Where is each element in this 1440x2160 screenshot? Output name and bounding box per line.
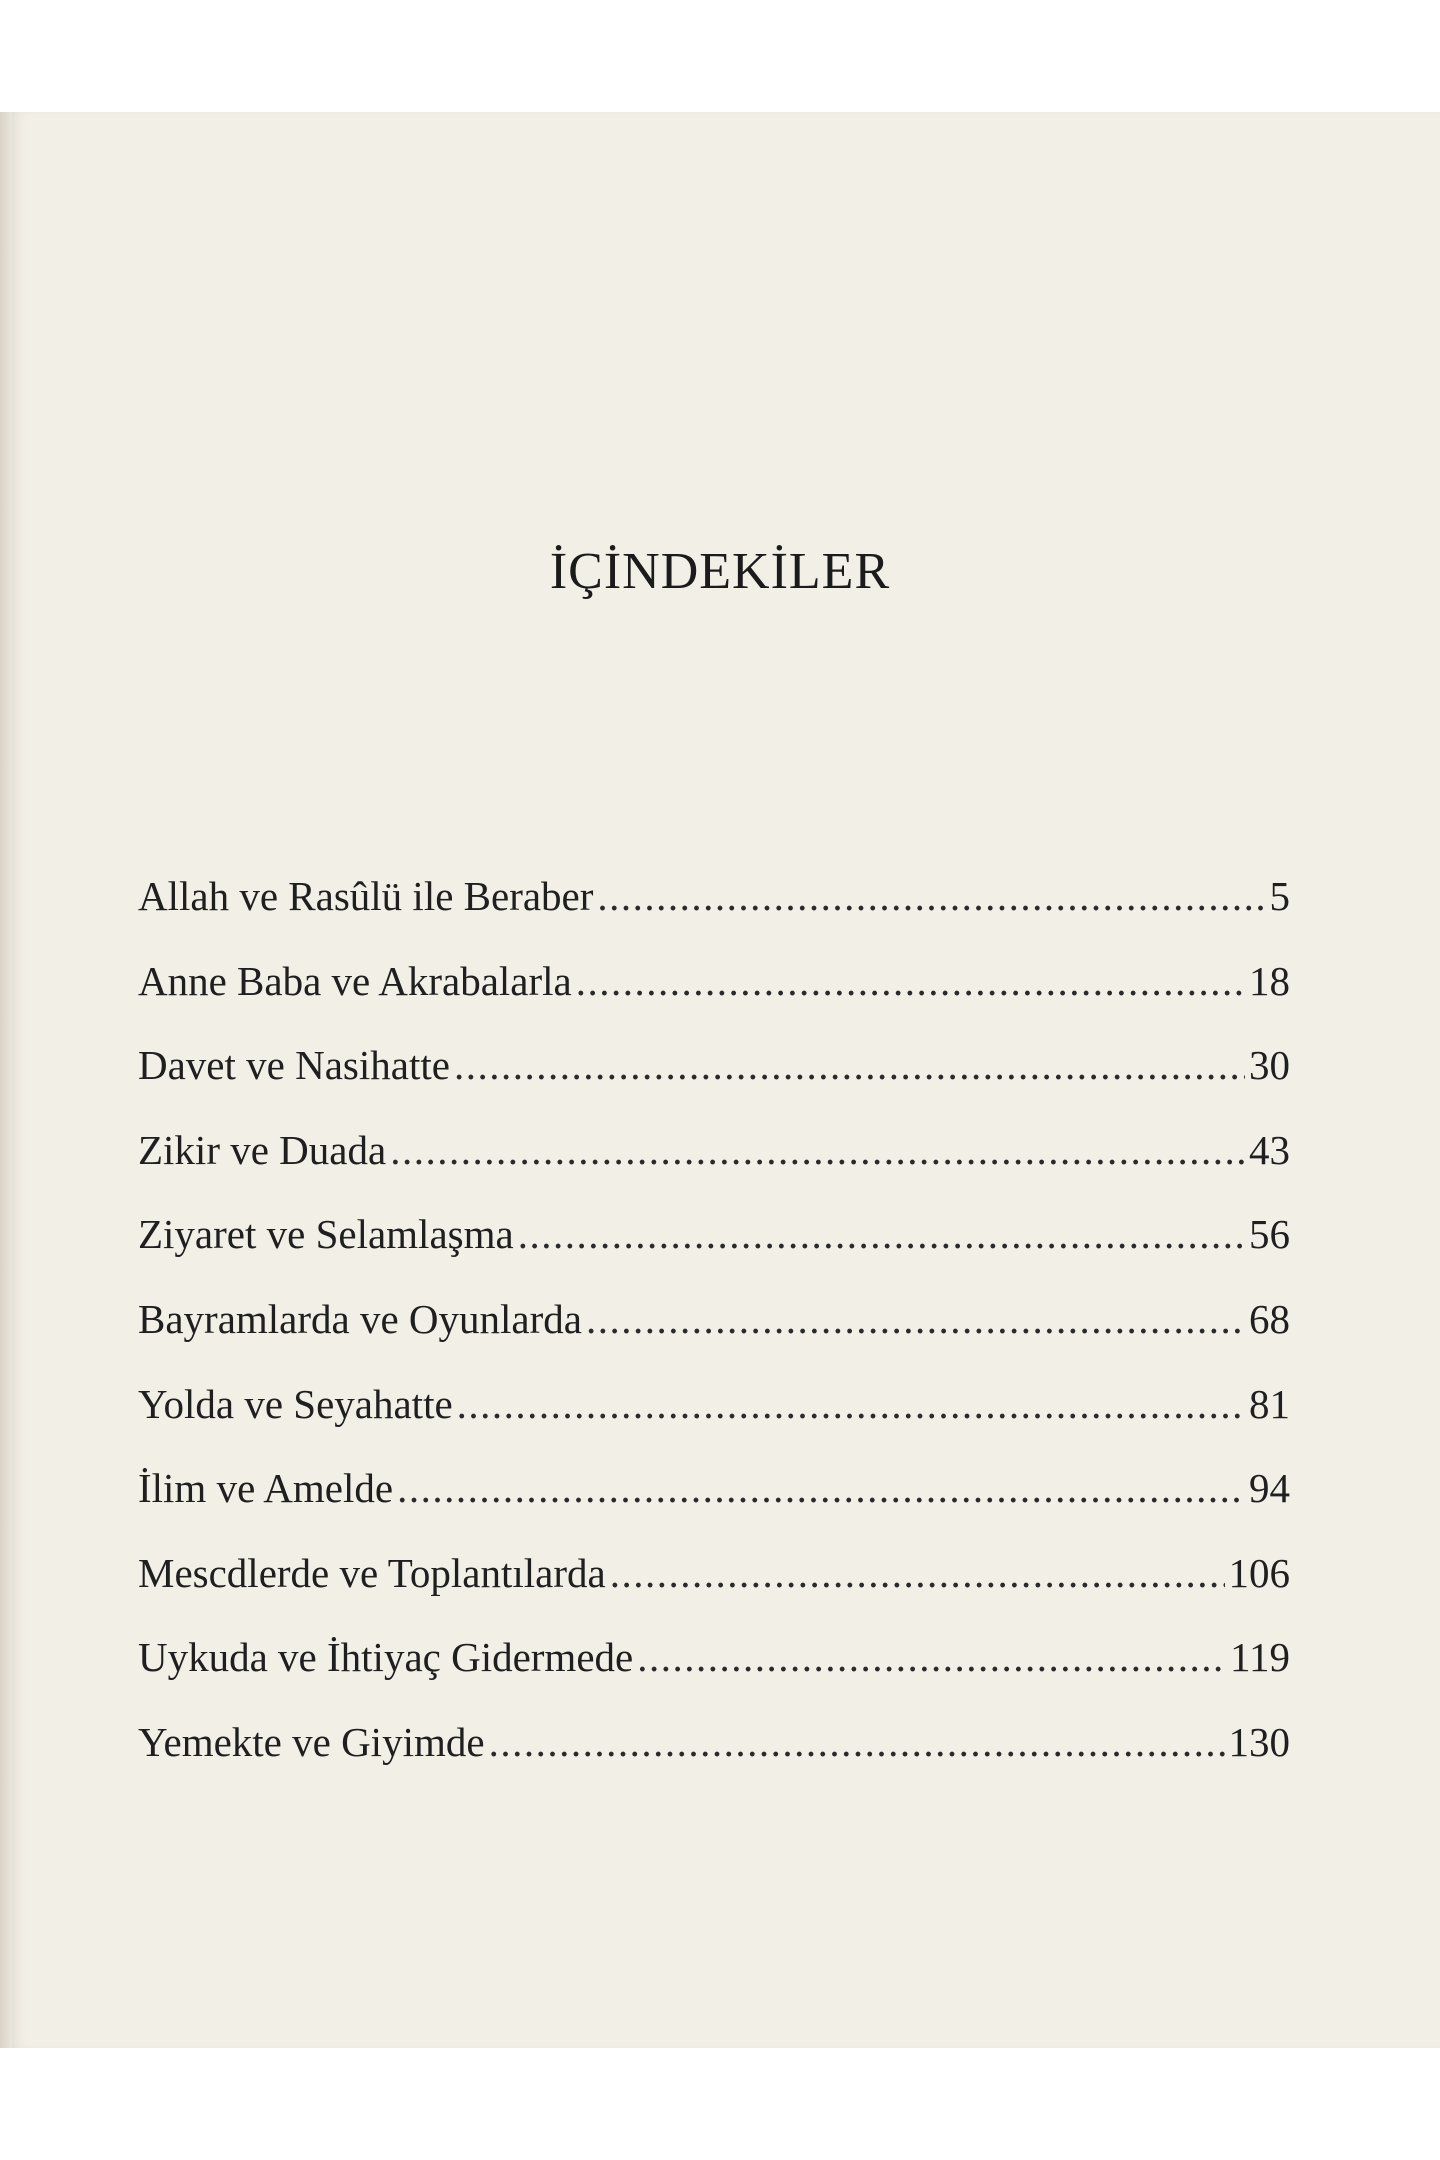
toc-entry-label: Davet ve Nasihatte [138, 1042, 450, 1089]
toc-entry [138, 1126, 1290, 1211]
toc-dot-leader [597, 872, 1265, 920]
book-page [0, 112, 1440, 2048]
toc-entry-label: Allah ve Rasûlü ile Beraber [138, 873, 594, 919]
toc-dot-leader [586, 1295, 1245, 1343]
toc-entry-page: 106 [1228, 1549, 1290, 1596]
toc-entry [138, 1041, 1290, 1126]
toc-entry-label: Yolda ve Seyahatte [138, 1380, 453, 1427]
toc-dot-leader [489, 1718, 1225, 1766]
toc-dot-leader [457, 1380, 1245, 1428]
toc-entry-label: Zikir ve Duada [138, 1126, 387, 1173]
toc-entry-page: 81 [1249, 1380, 1290, 1427]
toc-entry-page: 130 [1228, 1718, 1290, 1765]
toc-entry-page: 5 [1269, 873, 1290, 919]
toc-dot-leader [576, 957, 1245, 1005]
toc-entry-page: 43 [1249, 1126, 1290, 1173]
toc-entry-label: Yemekte ve Giyimde [138, 1718, 485, 1765]
toc-entry-label: Anne Baba ve Akrabalarla [138, 957, 572, 1004]
toc-entry-label: Uykuda ve İhtiyaç Gidermede [138, 1634, 634, 1681]
toc-title: İÇİNDEKİLER [549, 543, 891, 600]
toc-entry [138, 1464, 1290, 1549]
toc-entry-page: 30 [1249, 1042, 1290, 1089]
toc-entry [138, 1549, 1290, 1634]
toc-entry [138, 872, 1290, 957]
toc-dot-leader [397, 1464, 1245, 1512]
toc-entry-label: İlim ve Amelde [138, 1465, 394, 1512]
toc-entry-page: 119 [1230, 1634, 1290, 1681]
toc-entry [138, 1718, 1290, 1803]
toc-entry-page: 56 [1249, 1211, 1290, 1258]
toc-dot-leader [610, 1549, 1225, 1597]
toc-list [138, 872, 1290, 1803]
toc-entry [138, 1210, 1290, 1295]
toc-dot-leader [637, 1633, 1226, 1681]
toc-entry-label: Ziyaret ve Selamlaşma [138, 1211, 514, 1258]
toc-entry-label: Mescdlerde ve Toplantılarda [138, 1549, 606, 1596]
toc-entry-page: 18 [1249, 957, 1290, 1004]
page-edge-shadow [0, 112, 12, 2048]
toc-entry-page: 94 [1249, 1465, 1290, 1512]
toc-dot-leader [454, 1041, 1245, 1089]
toc-entry [138, 957, 1290, 1042]
toc-entry [138, 1380, 1290, 1465]
toc-entry-label: Bayramlarda ve Oyunlarda [138, 1295, 582, 1342]
toc-dot-leader [390, 1126, 1245, 1174]
toc-entry [138, 1633, 1290, 1718]
toc-entry [138, 1295, 1290, 1380]
toc-entry-page: 68 [1249, 1295, 1290, 1342]
toc-dot-leader [518, 1210, 1245, 1258]
